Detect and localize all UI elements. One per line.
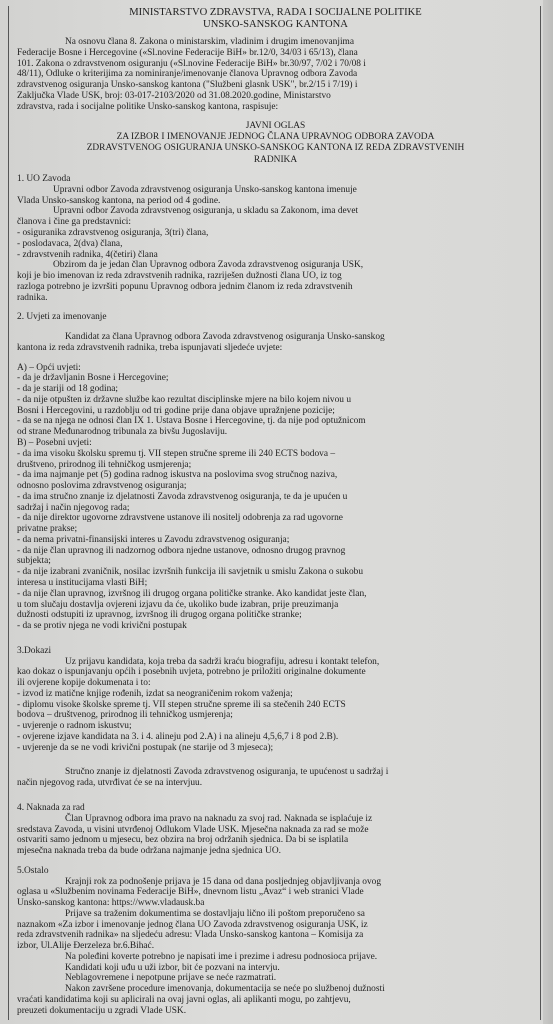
subsection-heading: A) – Opći uvjeti: bbox=[17, 362, 81, 373]
intro-line: Federacije Bosne i Hercegovine («Sl.novine Federacije BiH» br.12/0, 34/03 i 65/13), člana bbox=[17, 47, 358, 58]
condition-line: društveno, prirodnog ili tehničkog usmjerenja; bbox=[17, 459, 192, 470]
condition-line: od strane Međunarodnog tribunala za bivšu Jugoslaviju. bbox=[17, 427, 228, 438]
condition-line: - da nije direktor ugovorne zdravstvene ustanove ili nositelj odobrenja za rad ugovorne bbox=[17, 513, 343, 524]
section-line: način njegovog rada, utvrđivat će se na intervjuu. bbox=[17, 778, 203, 789]
intro-line: Zaključka Vlade USK, broj: 03-017-2103/2020 od 31.08.2020.godine, Ministarstvo bbox=[17, 91, 331, 102]
section-line: Stručno znanje iz djelatnosti Zavoda zdravstvenog osiguranja, te upućenost u sadržaj i bbox=[65, 767, 389, 778]
section-line: Član Upravnog odbora ima pravo na naknadu za svoj rad. Naknada se isplaćuje iz bbox=[65, 813, 373, 824]
section-uvjeti bbox=[17, 312, 534, 631]
section-uo-zavoda bbox=[17, 174, 534, 303]
section-line: Upravni odbor Zavoda zdravstvenog osiguranja Unsko-sanskog kantona imenuje bbox=[53, 184, 357, 195]
condition-line: - da ima najmanje pet (5) godina radnog iskustva na poslovima svog stručnog naziva, bbox=[17, 470, 338, 481]
condition-line: - da je stariji od 18 godina; bbox=[17, 384, 119, 395]
section-line: bodova – društvenog, prirodnog ili tehničkog usmjerenja; bbox=[17, 710, 233, 721]
section-line: Obzirom da je jedan član Upravnog odbora Zavoda zdravstvenog osiguranja USK, bbox=[53, 260, 364, 271]
section-line: razloga potrebno je izvršiti popunu Upravnog odbora jednim članom iz reda zdravstvenih bbox=[17, 281, 353, 292]
subsection-heading: B) – Posebni uvjeti: bbox=[17, 438, 92, 449]
section-line: kantona iz reda zdravstvenih radnika, treba ispunjavati sljedeće uvjete: bbox=[17, 342, 283, 353]
title-line: RADNIKA bbox=[253, 154, 298, 165]
section-line: Nakon završene procedure imenovanja, dokumentacija se neće po službenoj dužnosti bbox=[65, 984, 385, 995]
condition-line: privatne prakse; bbox=[17, 524, 78, 535]
condition-line: Bosni i Hercegovini, u razdoblju od tri godine prije dana objave upražnjene pozicije; bbox=[17, 405, 335, 416]
section-line: radnika. bbox=[17, 292, 48, 303]
section-heading: 1. UO Zavoda bbox=[17, 174, 71, 185]
section-line: Na poleđini koverte potrebno je napisati ime i prezime i adresu podnosioca prijave. bbox=[65, 951, 378, 962]
section-line: koji je bio imenovan iz reda zdravstvenih radnika, razriješen dužnosti člana UO, iz tog bbox=[17, 271, 342, 282]
spacer bbox=[17, 789, 534, 803]
section-line: - izvod iz matične knjige rođenih, izdat sa neograničenim rokom važenja; bbox=[17, 688, 293, 699]
condition-line: - da ima visoku školsku spremu tj. VII stepen stručne spreme ili 240 ECTS bodova – bbox=[17, 448, 336, 459]
header-line: MINISTARSTVO ZDRAVSTVA, RADA I SOCIJALNE POLITIKE bbox=[129, 7, 422, 18]
section-heading: 5.Ostalo bbox=[17, 865, 49, 876]
section-line: - poslodavaca, 2(dva) člana, bbox=[17, 238, 123, 249]
section-line: članova i čine ga predstavnici: bbox=[17, 217, 132, 228]
ministry-header bbox=[17, 7, 534, 30]
spacer bbox=[17, 632, 534, 646]
section-line: - ovjerene izjave kandidata na 3. i 4. alineju pod 2.A) i na alineju 4,5,6,7 i 8 pod 2.B). bbox=[17, 731, 339, 742]
condition-line: dužnosti odstupiti iz upravnog, izvršnog ili drugog organa političke stranke; bbox=[17, 610, 302, 621]
section-line: preuzeti dokumentaciju u zgradi Vlade USK. bbox=[17, 1005, 187, 1016]
section-line: - diplomu visoke školske spreme tj. VII stepen stručne spreme ili sa stečenih 240 ECTS bbox=[17, 699, 346, 710]
section-line: Uz prijavu kandidata, koja treba da sadrži kraću biografiju, adresu i kontakt telefon, bbox=[65, 656, 380, 667]
section-line: mjesečna naknada treba da bude održana najmanje jedna sjednica UO. bbox=[17, 846, 281, 857]
section-line: kao dokaz o ispunjavanju općih i posebnih uvjeta, potrebno je priložiti originalne dokumente bbox=[17, 667, 366, 678]
condition-line: - da nije izabrani zvaničnik, nosilac izvršnih funkcija ili savjetnik u smislu Zakona o sukobu bbox=[17, 567, 364, 578]
condition-line: - da nema privatni-finansijski interes u Zavodu zdravstvenog osiguranja; bbox=[17, 534, 290, 545]
intro-line: zdravstva, rada i socijalne politike Unsko-sanskog kantona, raspisuje: bbox=[17, 101, 279, 112]
spacer bbox=[17, 303, 534, 312]
section-line: ostvariti samo jednom u mjesecu, bez obzira na broj održanih sjednica. Da bi se isplatila bbox=[17, 835, 349, 846]
section-line: ili ovjerene kopije dokumenata i to: bbox=[17, 678, 151, 689]
condition-line: subjekta; bbox=[17, 556, 51, 567]
public-notice bbox=[8, 6, 541, 1020]
section-dokazi bbox=[17, 646, 534, 789]
section-ostalo bbox=[17, 866, 534, 1017]
condition-line: - da nije član upravnog, izvršnog ili drugog organa političke stranke. Ako kandidat jeste član, bbox=[17, 588, 367, 599]
section-heading: 4. Naknada za rad bbox=[17, 802, 85, 813]
section-line: Kandidati koji uđu u uži izbor, bit će pozvani na intervju. bbox=[65, 962, 280, 973]
section-line: Unsko-sanskog kantona: https://www.vladausk.ba bbox=[17, 898, 205, 909]
condition-line: odnosno poslovima zdravstvenog osiguranja; bbox=[17, 481, 187, 492]
spacer bbox=[17, 354, 534, 363]
section-line: Vlada Unsko-sanskog kantona, na period od 4 godine. bbox=[17, 195, 221, 206]
section-line: - uvjerenje da se ne vodi krivični postupak (ne starije od 3 mjeseca); bbox=[17, 742, 274, 753]
section-line: - uvjerenje o radnom iskustvu; bbox=[17, 721, 132, 732]
section-line: vraćati kandidatima koji su aplicirali na ovaj javni oglas, ali aplikanti mogu, po zahtjevu, bbox=[17, 995, 351, 1005]
section-line: Krajnji rok za podnošenje prijava je 15 dana od dana posljednjeg objavljivanja ovog bbox=[65, 876, 382, 887]
intro-line: Na osnovu člana 8. Zakona o ministarskim, vladinim i drugim imenovanjima bbox=[65, 37, 355, 48]
condition-line: interesa u institucijama vlasti BiH; bbox=[17, 577, 148, 588]
section-heading: 2. Uvjeti za imenovanje bbox=[17, 312, 107, 323]
section-line: - osiguranika zdravstvenog osiguranja, 3(tri) člana, bbox=[17, 228, 209, 238]
section-heading: 3.Dokazi bbox=[17, 645, 52, 656]
condition-line: - da se na njega ne odnosi član IX 1. Ustava Bosne i Hercegovine, tj. da nije pod optužnicom bbox=[17, 416, 366, 427]
section-line: sredstava Zavoda, u visini utvrđenoj Odlukom Vlade USK. Mjesečna naknada za rad se može bbox=[17, 824, 369, 835]
spacer bbox=[17, 857, 534, 866]
section-line: naznakom «Za izbor i imenovanje jednog člana UO Zavoda zdravstvenog osiguranja USK, iz bbox=[17, 919, 368, 930]
section-naknada bbox=[17, 803, 534, 857]
intro-line: zdravstvenog osiguranja Unsko-sanskog kantona ("Službeni glasnk USK", br.2/15 i 7/19) i bbox=[17, 80, 358, 91]
condition-line: - da nije član upravnog ili nadzornog odbora njedne ustanove, odnosno drugog pravnog bbox=[17, 545, 346, 556]
title-line: JAVNI OGLAS bbox=[245, 120, 306, 131]
header-line: UNSKO-SANSKOG KANTONA bbox=[203, 18, 348, 30]
condition-line: u tom slučaju dostavlja ovjereni izjavu da će, ukoliko bude izabran, prije preuzimanja bbox=[17, 599, 339, 610]
section-line: izbor, Ul.Alije Đerzeleza br.6.Bihać. bbox=[17, 941, 155, 952]
intro-line: 48/11), Odluke o kriterijima za nominiranje/imenovanje članova Upravnog odbora Zavoda bbox=[17, 69, 358, 80]
condition-line: - da nije otpušten iz državne službe kao rezultat disciplinske mjere na bilo kojem nivou u bbox=[17, 394, 352, 405]
section-line: Prijave sa traženim dokumentima se dostavljaju lično ili poštom preporučeno sa bbox=[65, 908, 365, 919]
spacer bbox=[17, 323, 534, 332]
condition-line: - da se protiv njega ne vodi krivični postupak bbox=[17, 621, 187, 632]
spacer bbox=[17, 753, 534, 767]
section-line: reda zdravstvenih radnika» na sljedeću adresu: Vlada Unsko-sanskog kantona – Komisija za bbox=[17, 930, 364, 941]
section-line: Neblagovremene i nepotpune prijave se neće razmatrati. bbox=[65, 973, 277, 984]
page-edge bbox=[543, 0, 553, 1024]
section-line: - zdravstvenih radnika, 4(četiri) člana bbox=[17, 249, 158, 260]
condition-line: sadržaj i način njegovog rada; bbox=[17, 502, 130, 513]
section-line: Upravni odbor Zavoda zdravstvenog osiguranja, u skladu sa Zakonom, ima devet bbox=[53, 206, 359, 217]
title-line: ZDRAVSTVENOG OSIGURANJA UNSKO-SANSKOG KANTONA IZ REDA ZDRAVSTVENIH bbox=[86, 143, 465, 154]
section-line: oglasa u «Službenim novinama Federacije BiH», dnevnom listu „Avaz“ i web stranici Vlade bbox=[17, 887, 364, 898]
title-line: ZA IZBOR I IMENOVANJE JEDNOG ČLANA UPRAVNOG ODBORA ZAVODA bbox=[116, 131, 435, 142]
section-line: Kandidat za člana Upravnog odbora Zavoda zdravstvenog osiguranja Unsko-sanskog bbox=[65, 332, 385, 343]
intro-paragraph bbox=[17, 37, 534, 112]
intro-line: 101. Zakona o zdravstvenom osiguranju («Sl.novine Federacije BiH» br.30/97, 7/02 i 70/08 i bbox=[17, 58, 366, 69]
condition-line: - da je državljanin Bosne i Hercegovine; bbox=[17, 373, 169, 384]
condition-line: - da ima stručno znanje iz djelatnosti Zavoda zdravstvenog osiguranja, te da je upućen u bbox=[17, 491, 348, 502]
notice-title bbox=[17, 121, 534, 167]
